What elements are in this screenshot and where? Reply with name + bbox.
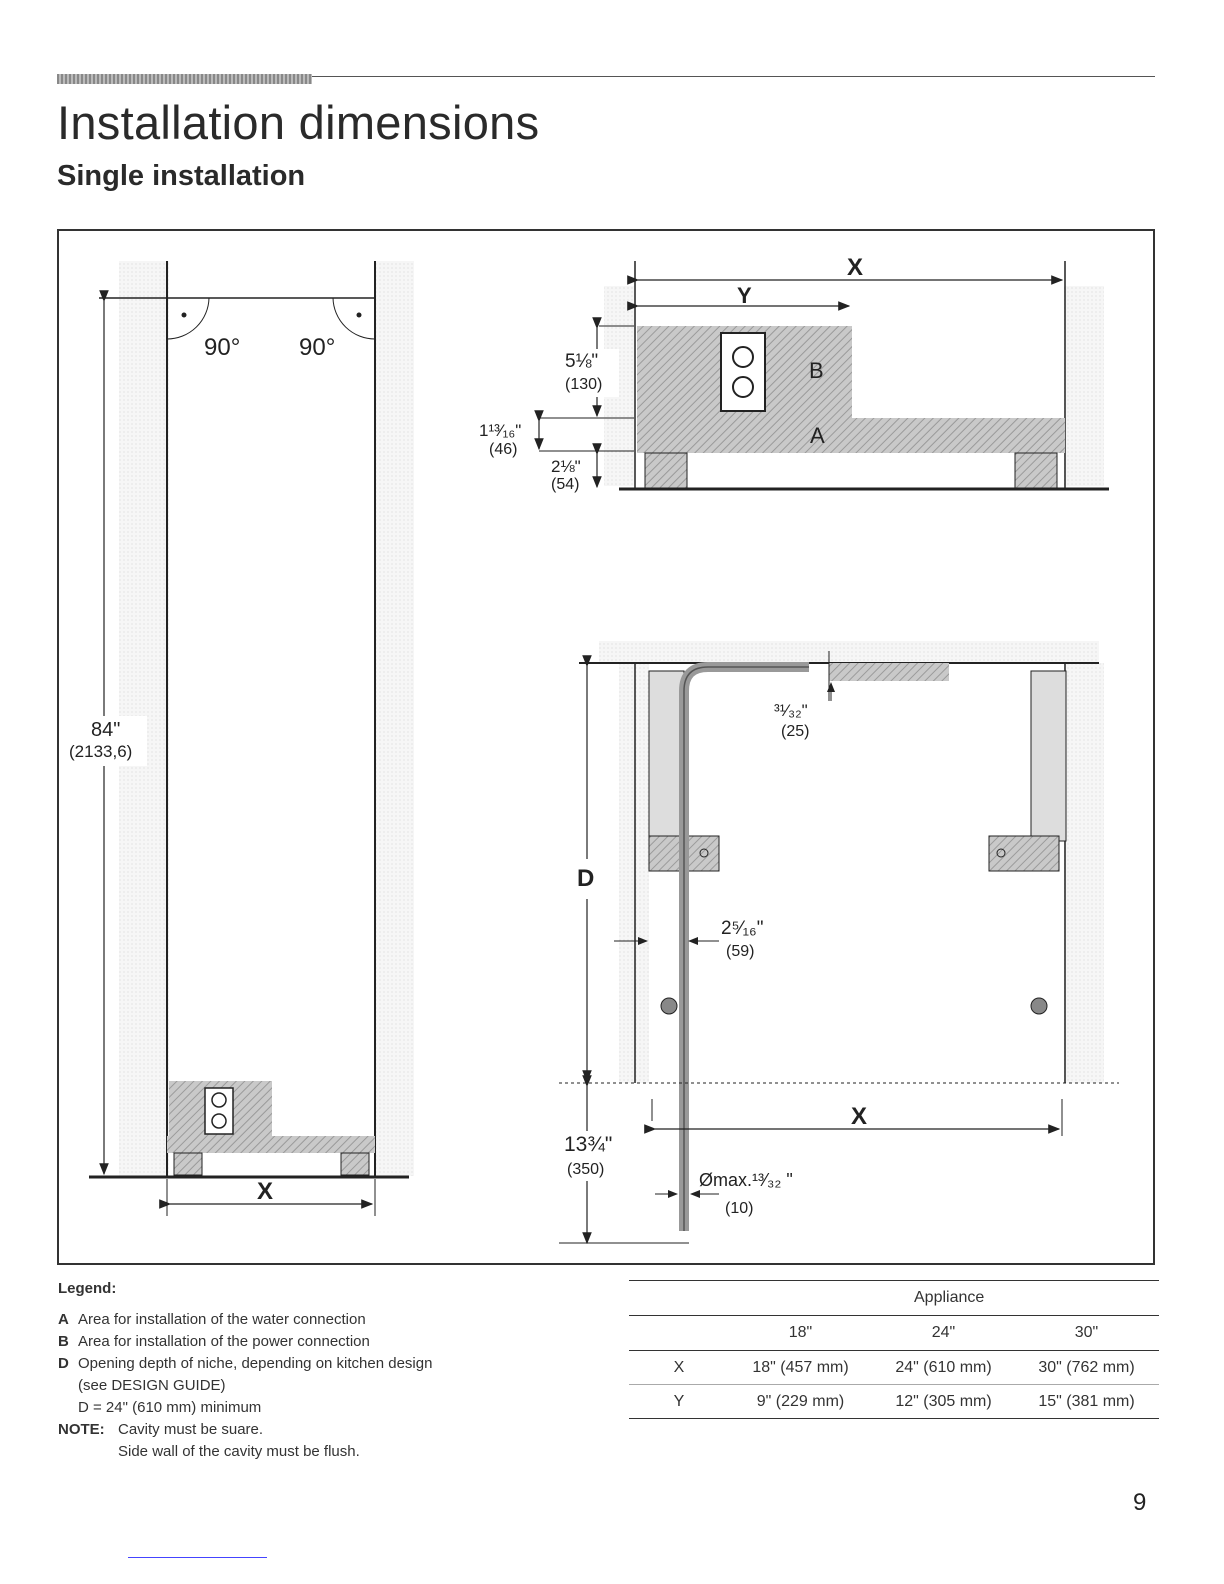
row-label: X <box>673 1358 685 1376</box>
table-cell: 9" (229 mm) <box>756 1392 845 1410</box>
legend-item-a <box>58 1309 578 1331</box>
legend-text: Area for installation of the water connection <box>78 1311 366 1328</box>
legend <box>58 1280 578 1463</box>
dim-b-mm: (130) <box>565 376 603 393</box>
dim-side-inch: 2⁵⁄₁₆" <box>721 918 764 939</box>
dim-bottom-inch: 13¾" <box>564 1133 613 1156</box>
table-header <box>629 1280 1159 1316</box>
legend-d-extra-1: (see DESIGN GUIDE) <box>78 1377 226 1394</box>
plan-x-label: X <box>851 1103 868 1130</box>
note-label: NOTE: <box>58 1421 105 1438</box>
note-text-1: Cavity must be suare. <box>118 1421 264 1438</box>
dimension-table <box>629 1280 1159 1419</box>
page-number: 9 <box>1133 1489 1147 1516</box>
height-mm-label: (2133,6) <box>69 742 133 761</box>
dim-foot-mm: (54) <box>551 476 580 493</box>
angle-right-label: 90° <box>299 334 336 361</box>
legend-d-extra-2: D = 24" (610 mm) minimum <box>78 1399 262 1416</box>
row-label: Y <box>673 1392 685 1410</box>
table-row <box>629 1385 1159 1419</box>
height-inch-label: 84" <box>91 719 121 741</box>
table-cell: 15" (381 mm) <box>1038 1392 1135 1410</box>
table-row <box>629 1351 1159 1385</box>
size-24: 24" <box>931 1324 956 1341</box>
angle-left-label: 90° <box>204 334 241 361</box>
area-a-label: A <box>810 423 825 448</box>
table-cell: 30" (762 mm) <box>1038 1358 1135 1376</box>
legend-key: B <box>58 1333 69 1350</box>
dim-a-mm: (46) <box>489 441 518 458</box>
legend-text: Opening depth of niche, depending on kitchen design <box>78 1355 433 1372</box>
front-x-label: X <box>257 1178 274 1205</box>
footer-link-line <box>128 1557 267 1558</box>
dim-diameter-inch: Ømax.¹³⁄₃₂ " <box>699 1170 793 1190</box>
dim-b-inch: 5⅛" <box>565 351 599 372</box>
dim-top-inch: ³¹⁄₃₂" <box>774 701 808 720</box>
dim-top-mm: (25) <box>781 723 810 740</box>
header-rule-accent <box>57 74 312 84</box>
size-30: 30" <box>1074 1324 1099 1341</box>
plan-view <box>559 641 1119 1243</box>
table-cell: 12" (305 mm) <box>895 1392 992 1410</box>
legend-note <box>58 1419 578 1441</box>
note-text-2: Side wall of the cavity must be flush. <box>118 1443 360 1460</box>
area-b-label: B <box>809 358 824 383</box>
legend-key: A <box>58 1311 69 1328</box>
header-rule-line <box>312 76 1155 77</box>
legend-item-b <box>58 1331 578 1353</box>
installation-diagram <box>57 229 1155 1265</box>
page-title: Installation dimensions <box>57 96 540 149</box>
header-rule <box>57 74 1155 84</box>
side-x-label: X <box>847 254 864 281</box>
table-cell: 18" (457 mm) <box>752 1358 849 1376</box>
side-y-label: Y <box>737 283 752 308</box>
dim-bottom-mm: (350) <box>567 1161 605 1178</box>
table-cell: 24" (610 mm) <box>895 1358 992 1376</box>
table-size-row <box>629 1316 1159 1351</box>
legend-text: Area for installation of the power connection <box>78 1333 370 1350</box>
front-view <box>67 261 414 1216</box>
dim-a-inch: 1¹³⁄₁₆" <box>479 421 522 440</box>
dim-d-label: D <box>577 865 595 892</box>
page-subtitle: Single installation <box>57 160 306 192</box>
legend-key: D <box>58 1355 69 1372</box>
side-view <box>479 254 1109 493</box>
dim-diameter-mm: (10) <box>725 1200 754 1217</box>
dim-side-mm: (59) <box>726 943 755 960</box>
table-header-label: Appliance <box>914 1289 985 1306</box>
size-18: 18" <box>788 1324 813 1341</box>
legend-item-d <box>58 1353 578 1375</box>
legend-title: Legend: <box>58 1280 117 1297</box>
dim-foot-inch: 2⅛" <box>551 457 581 476</box>
